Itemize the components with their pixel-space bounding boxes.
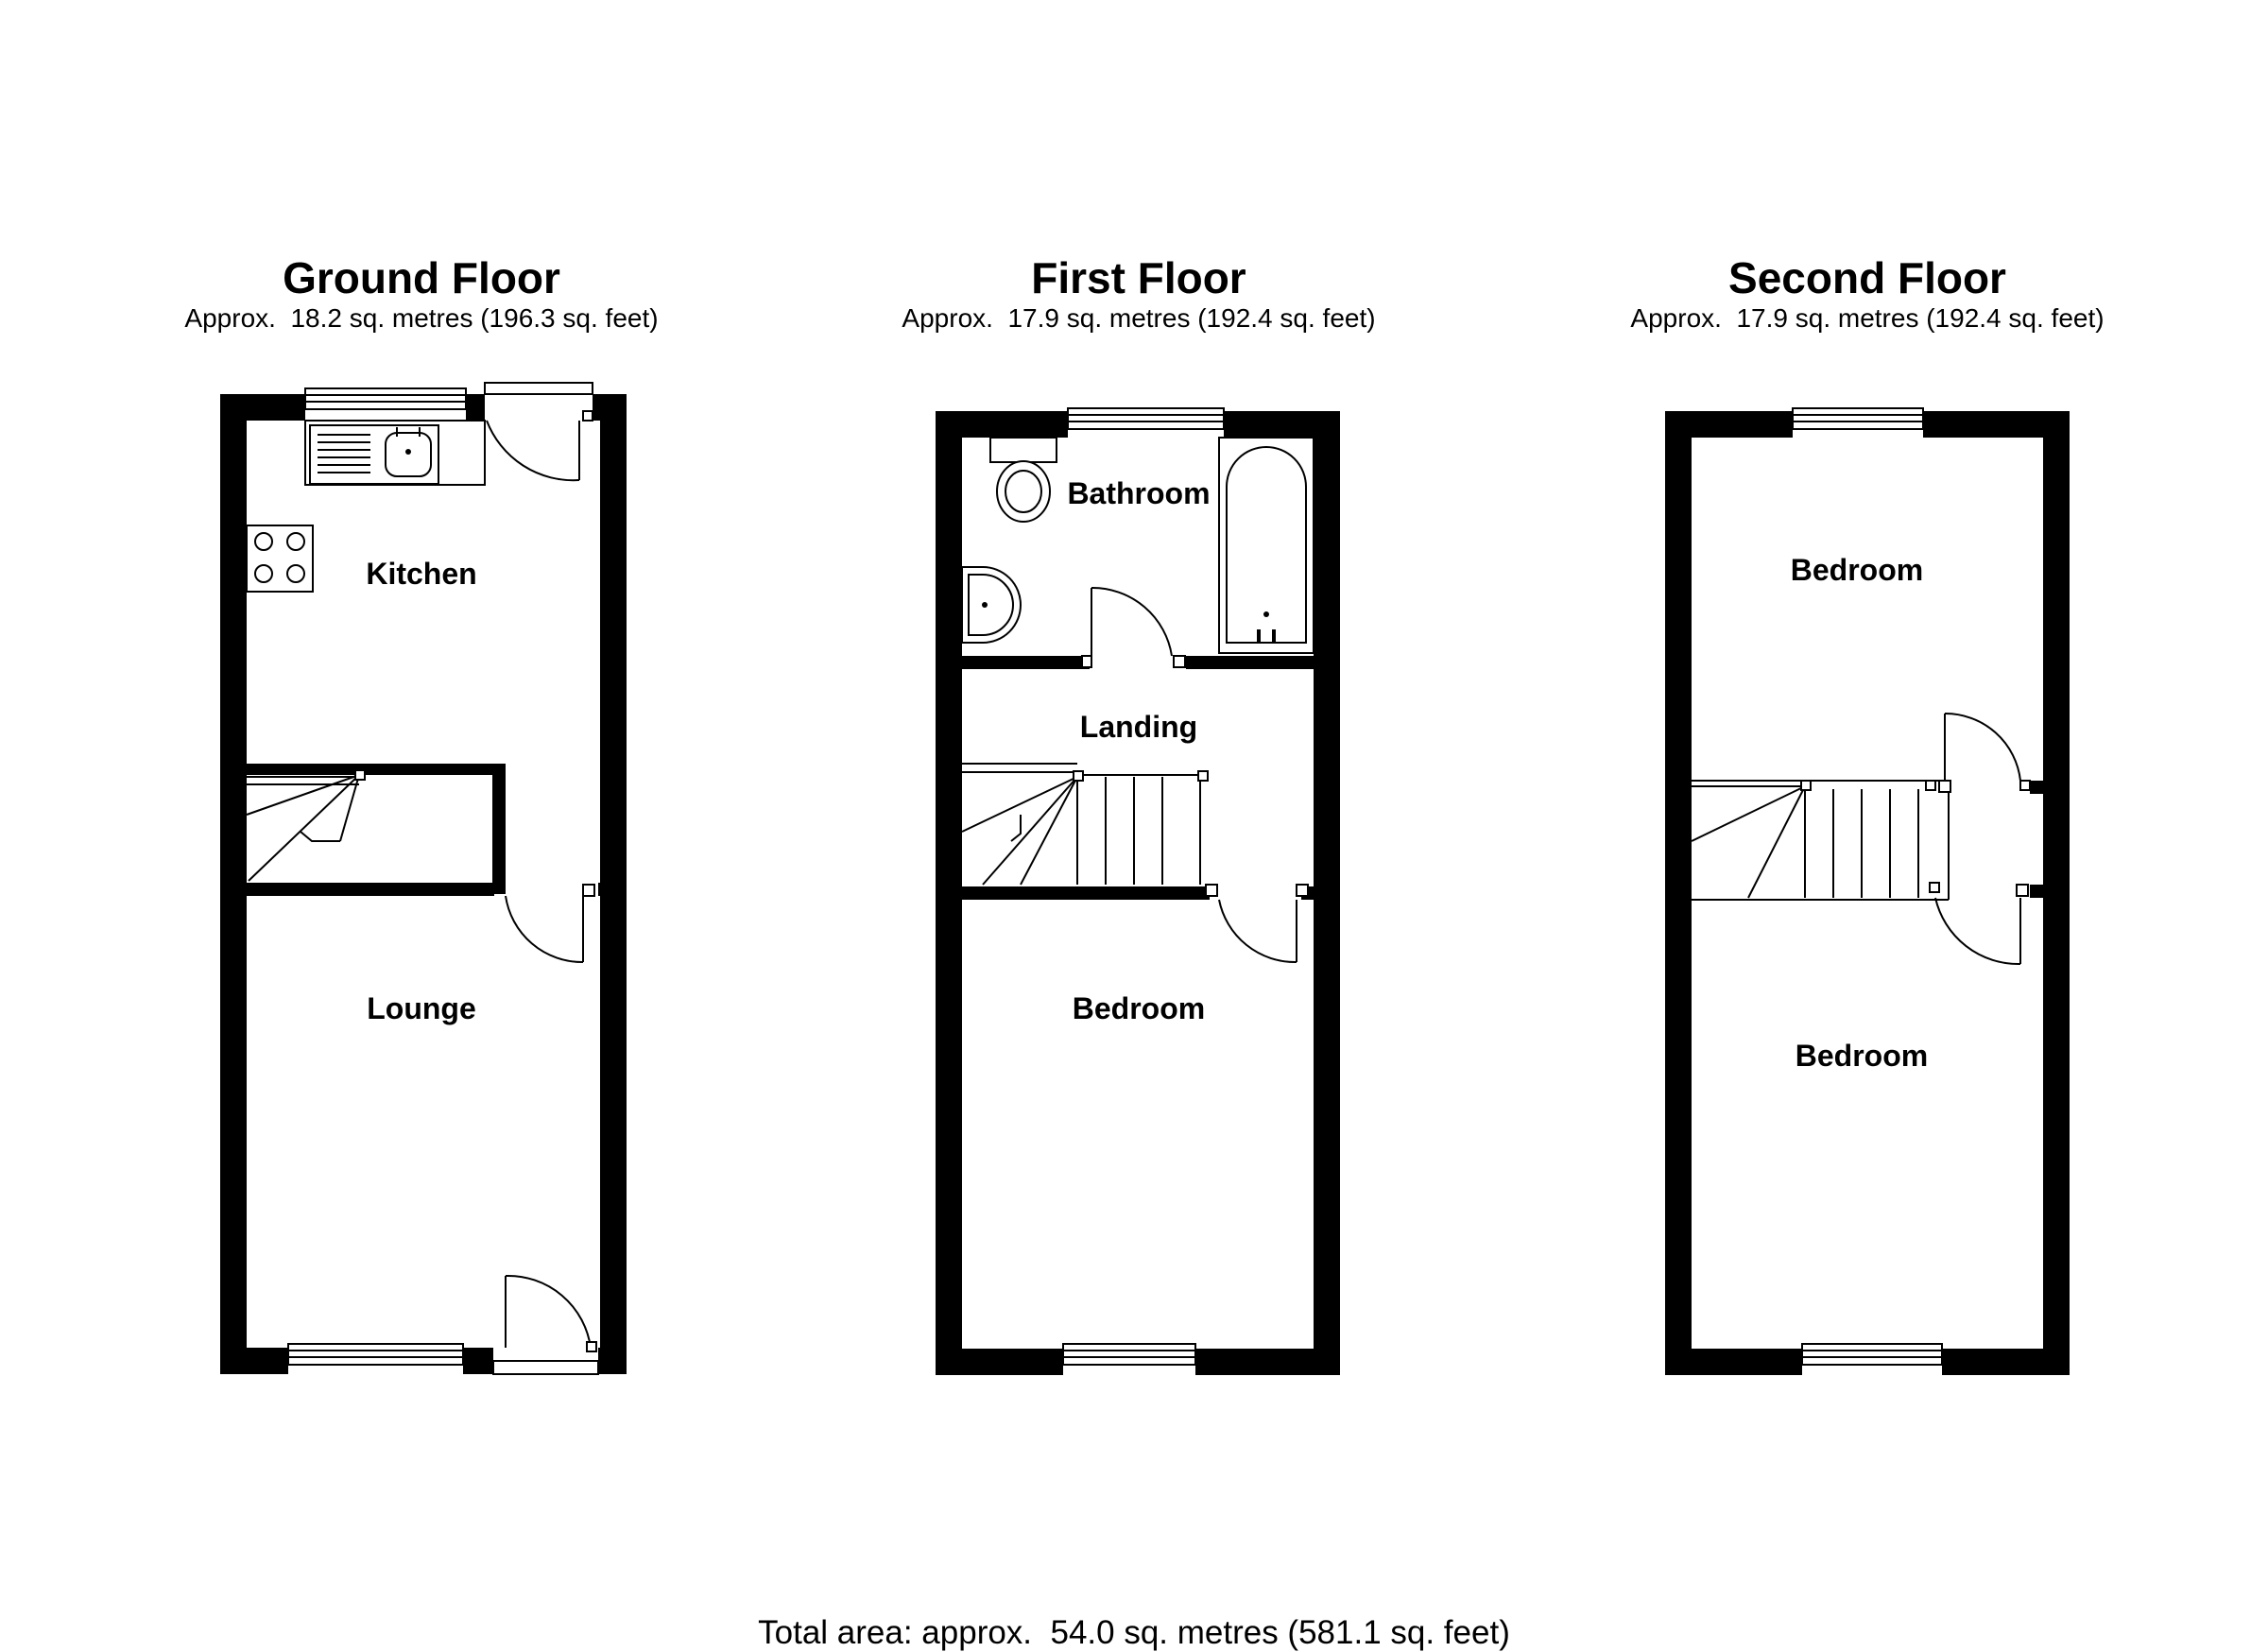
bath — [1219, 438, 1314, 653]
wall — [1942, 1349, 2070, 1375]
wall — [1195, 1349, 1340, 1375]
window — [305, 388, 466, 409]
second-floor-area: Approx. 17.9 sq. metres (192.4 sq. feet) — [1630, 303, 2105, 333]
wall — [1665, 411, 1692, 1375]
wall — [1665, 411, 1793, 438]
hob — [247, 525, 313, 592]
second-floor-title: Second Floor — [1728, 253, 2006, 302]
wall — [936, 411, 1068, 438]
ground-floor-plan — [220, 383, 627, 1374]
window — [1802, 1344, 1942, 1365]
wall — [247, 883, 494, 896]
wall — [247, 764, 504, 775]
wall — [220, 1348, 288, 1374]
wall — [593, 394, 627, 421]
window — [1068, 408, 1224, 429]
staircase — [962, 764, 1208, 885]
first-floor-area: Approx. 17.9 sq. metres (192.4 sq. feet) — [902, 303, 1376, 333]
wall — [1224, 411, 1340, 438]
door — [1206, 885, 1308, 962]
basin — [962, 567, 1021, 643]
wall — [1923, 411, 2070, 438]
wall — [492, 764, 506, 894]
door — [506, 885, 594, 962]
wall — [962, 656, 1090, 669]
wall — [962, 886, 1210, 900]
ground-floor-area: Approx. 18.2 sq. metres (196.3 sq. feet) — [184, 303, 659, 333]
wall — [1665, 1349, 1802, 1375]
wall — [598, 1348, 627, 1374]
toilet — [990, 438, 1057, 522]
room-label-landing: Landing — [1079, 710, 1198, 744]
staircase — [247, 770, 365, 881]
wall — [466, 394, 485, 421]
wall — [220, 394, 247, 1374]
total-area: Total area: approx. 54.0 sq. metres (581.1 sq. feet) — [758, 1614, 1510, 1651]
room-label-bedroom: Bedroom — [1072, 991, 1206, 1025]
wall — [220, 394, 305, 421]
first-floor-title: First Floor — [1031, 253, 1246, 302]
wall — [936, 1349, 1063, 1375]
wall — [463, 1348, 493, 1374]
room-label-bedroom-upper: Bedroom — [1790, 553, 1924, 587]
staircase — [1692, 781, 1950, 900]
wall — [1314, 411, 1340, 1375]
window — [288, 1344, 463, 1365]
wall — [2043, 411, 2070, 1375]
window — [1793, 408, 1923, 429]
room-label-bathroom: Bathroom — [1067, 476, 1211, 510]
sink-unit — [305, 421, 485, 485]
room-label-kitchen: Kitchen — [366, 557, 477, 591]
door — [493, 1276, 598, 1374]
wall — [598, 883, 611, 896]
door — [485, 383, 593, 480]
wall — [2030, 781, 2043, 794]
wall — [2030, 885, 2043, 898]
first-floor-plan — [936, 408, 1340, 1375]
room-label-bedroom-lower: Bedroom — [1795, 1039, 1929, 1073]
wall — [936, 411, 962, 1375]
wall — [1186, 656, 1314, 669]
ground-floor-title: Ground Floor — [283, 253, 560, 302]
room-label-lounge: Lounge — [367, 991, 476, 1025]
window — [1063, 1344, 1195, 1365]
door — [1945, 714, 2030, 790]
door — [1082, 588, 1185, 667]
second-floor-plan — [1665, 408, 2070, 1375]
